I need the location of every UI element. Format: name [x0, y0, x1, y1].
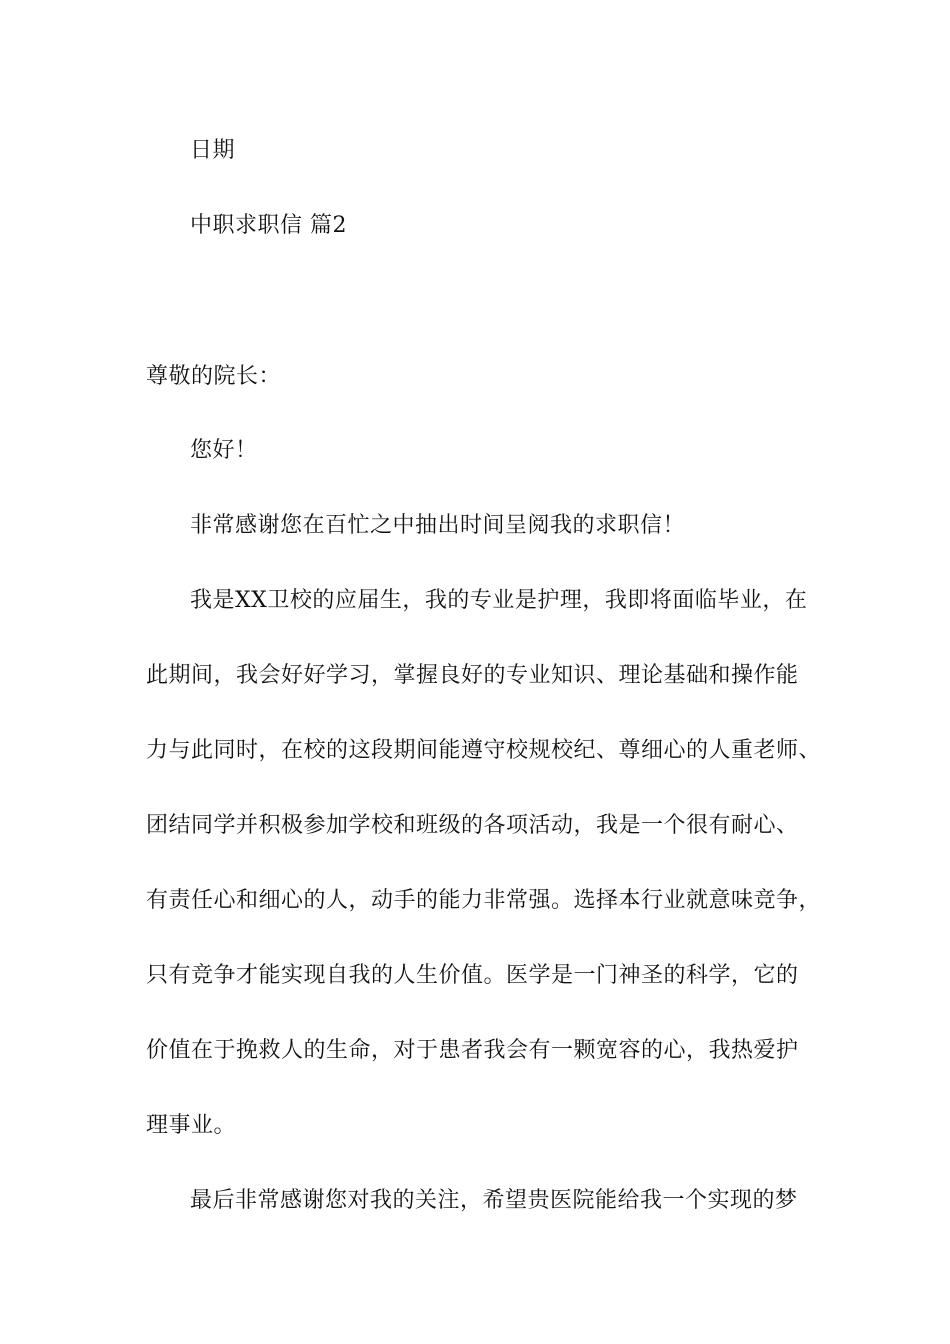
thanks-paragraph: 非常感谢您在百忙之中抽出时间呈阅我的求职信！ [190, 513, 686, 538]
body-line: 价值在于挽救人的生命，对于患者我会有一颗宽容的心，我热爱护 [146, 1038, 799, 1063]
date-label: 日期 [190, 138, 236, 163]
body-line: 此期间，我会好好学习，掌握良好的专业知识、理论基础和操作能 [146, 663, 799, 688]
salutation: 尊敬的院长： [146, 364, 282, 389]
body-line: 只有竞争才能实现自我的人生价值。医学是一门神圣的科学，它的 [146, 963, 799, 988]
closing-line: 最后非常感谢您对我的关注，希望贵医院能给我一个实现的梦 [190, 1188, 798, 1213]
body-line: 我是XX卫校的应届生，我的专业是护理，我即将面临毕业，在 [190, 588, 808, 613]
body-line: 力与此同时，在校的这段期间能遵守校规校纪、尊细心的人重老师、 [146, 738, 822, 763]
section-title: 中职求职信 篇2 [190, 213, 347, 238]
body-line: 有责任心和细心的人，动手的能力非常强。选择本行业就意味竞争， [146, 888, 822, 913]
body-line: 理事业。 [146, 1113, 237, 1138]
body-line: 团结同学并积极参加学校和班级的各项活动，我是一个很有耐心、 [146, 813, 799, 838]
greeting: 您好！ [190, 438, 258, 463]
